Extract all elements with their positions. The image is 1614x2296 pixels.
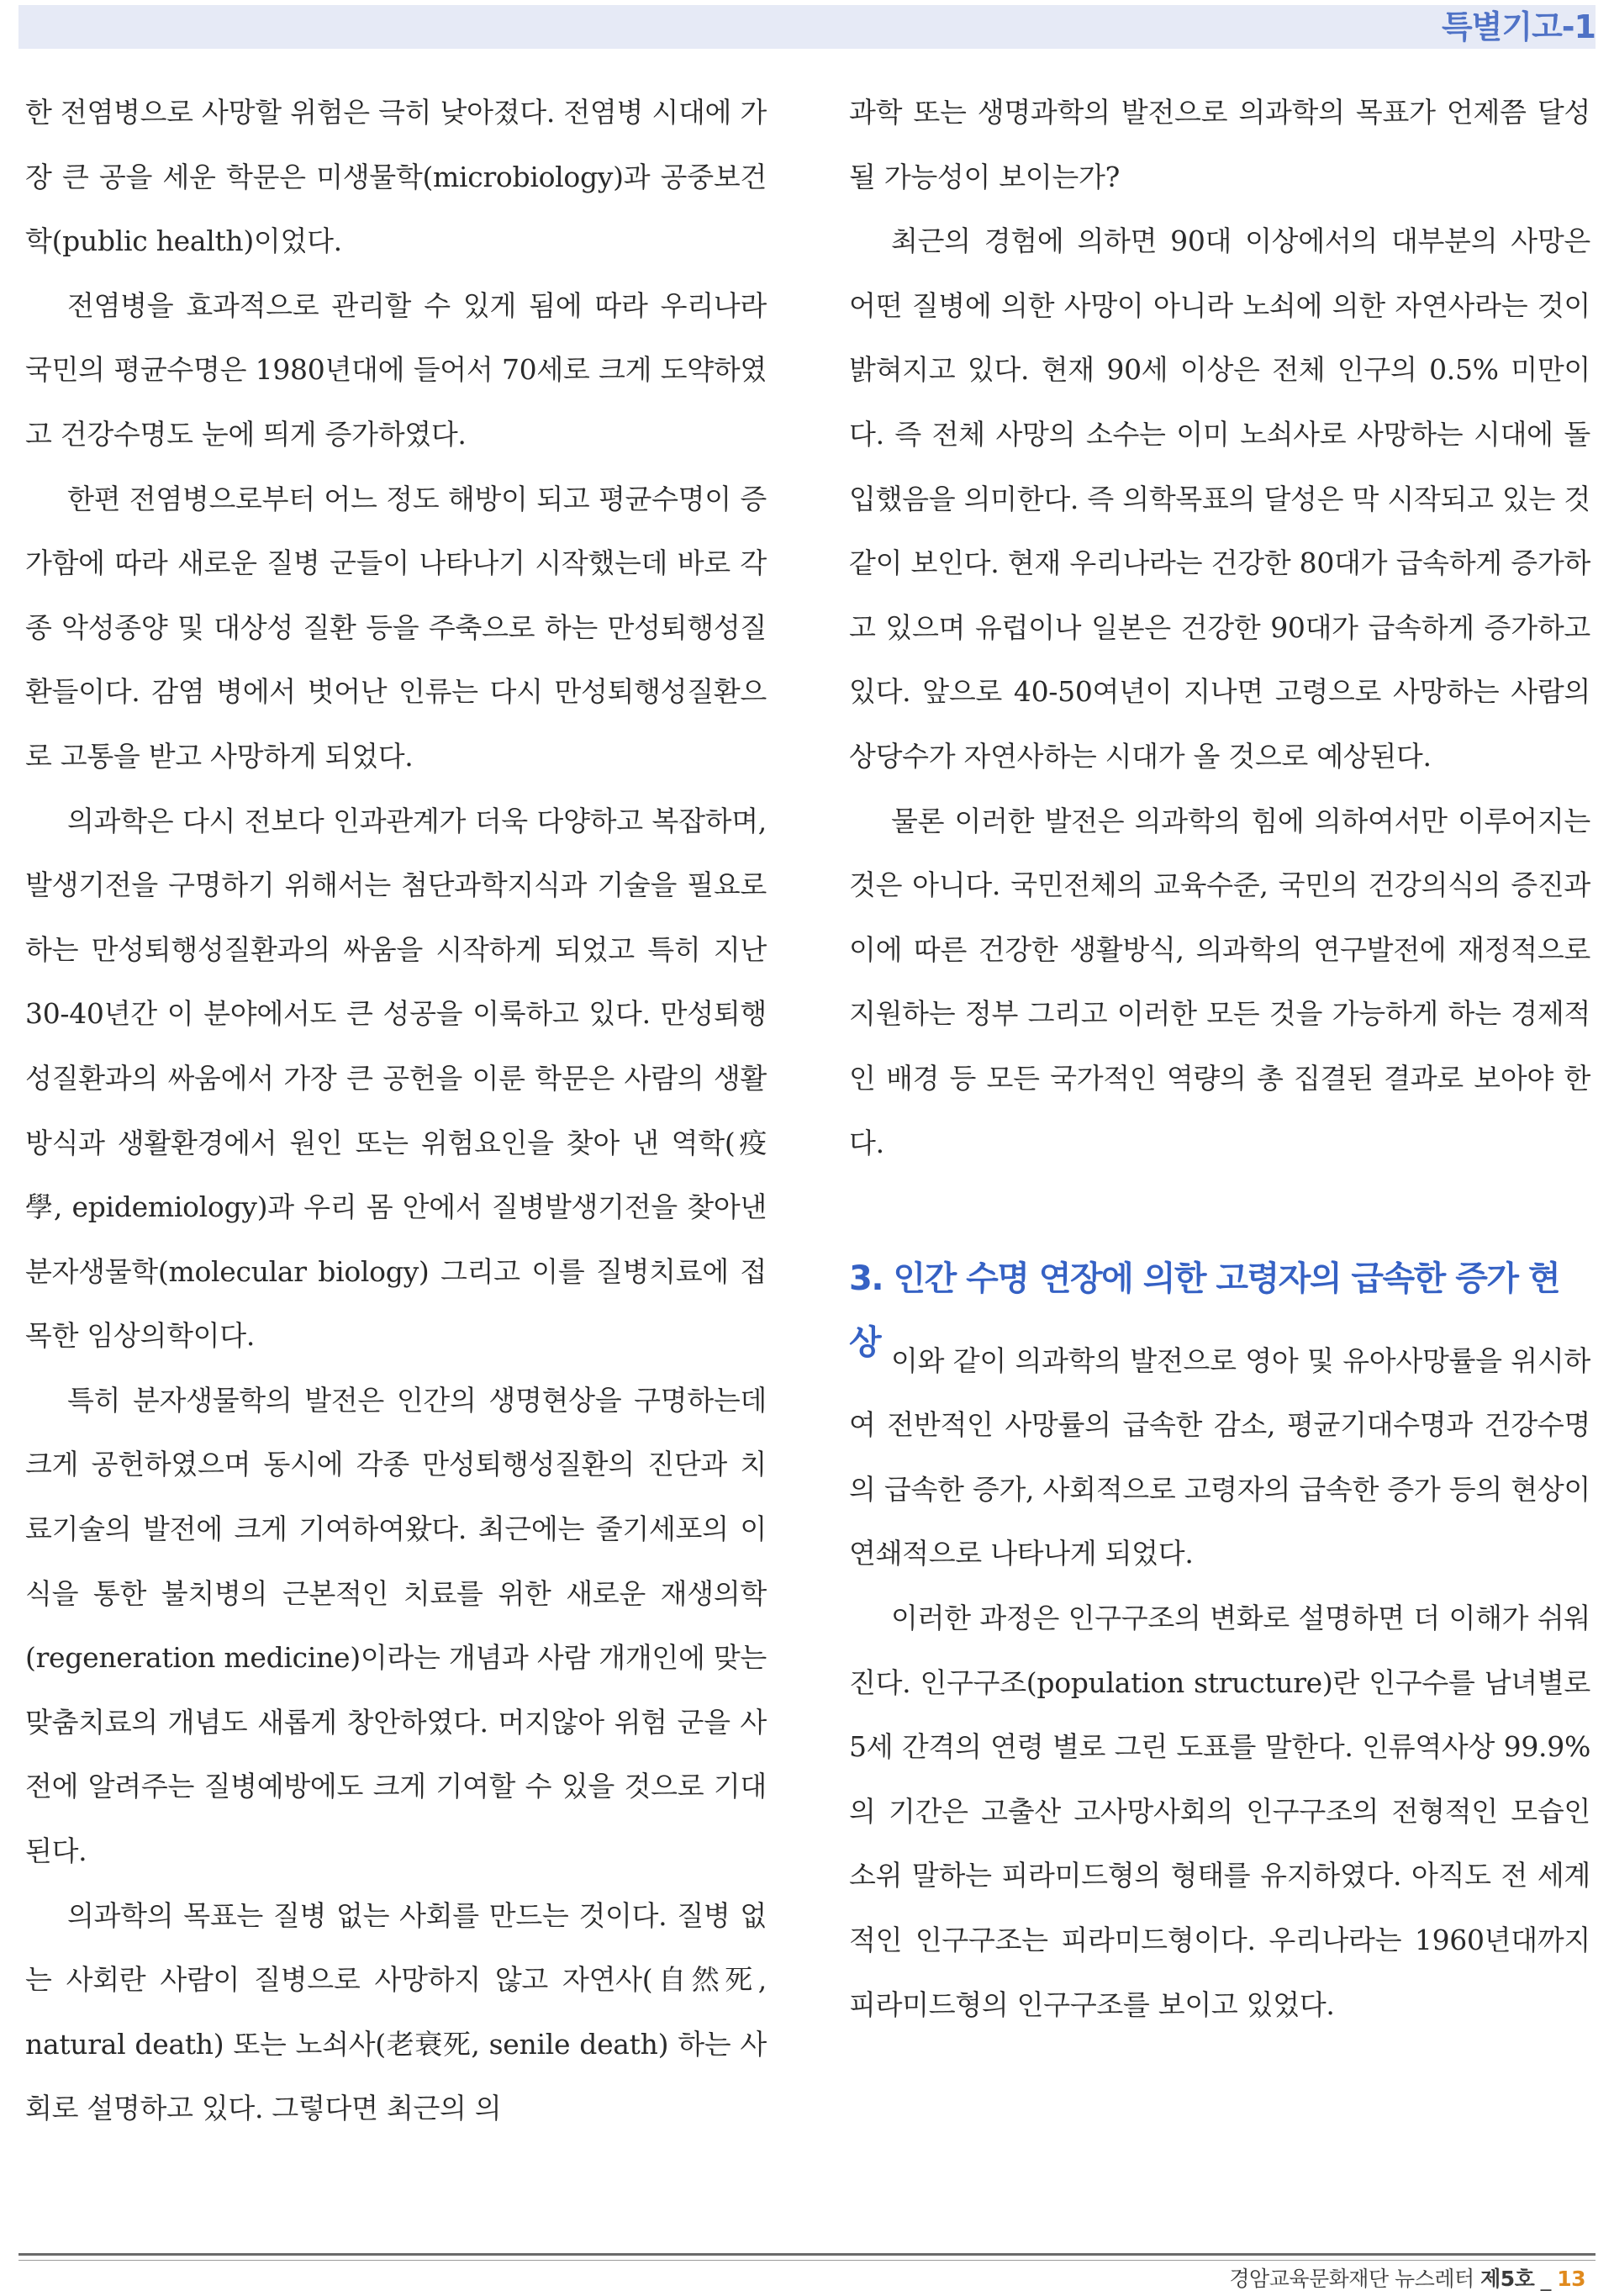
- section-tag: 특별기고-1: [1441, 8, 1596, 45]
- body-paragraph: 과학 또는 생명과학의 발전으로 의과학의 목표가 언제쯤 달성될 가능성이 보이는가?: [849, 96, 1590, 193]
- section-spacer: [849, 1175, 1590, 1240]
- header-bar: [18, 5, 1596, 49]
- body-paragraph: 최근의 경험에 의하면 90대 이상에서의 대부분의 사망은 어떤 질병에 의한 사망이 아니라 노쇠에 의한 자연사라는 것이 밝혀지고 있다. 현재 90세 이상은 전체 인구의 0.5% 미만이다. 즉 전체 사망의 소수는 이미 노쇠사로 사망하는 시대에 돌입했음을 의미한다. 즉 의학목표의 달성은 막 시작되고 있는 것 같이 보인다. 현재 우리나라는 건강한 80대가 급속하게 증가하고 있으며 유럽이나 일본은 건강한 90대가 급속하게 증가하고 있다. 앞으로 40-50여년이 지나면 고령으로 사망하는 사람의 상당수가 자연사하는 시대가 올 것으로 예상된다.: [849, 224, 1590, 773]
- right-column: [849, 81, 1590, 2037]
- page-footer: [1229, 2263, 1585, 2295]
- body-paragraph: 한 전염병으로 사망할 위험은 극히 낮아졌다. 전염병 시대에 가장 큰 공을 세운 학문은 미생물학(microbiology)과 공중보건학(public health)이었다.: [25, 96, 767, 258]
- page-number: 13: [1557, 2267, 1585, 2291]
- footer-separator: _: [1540, 2267, 1551, 2291]
- publication-name: 경암교육문화재단 뉴스레터: [1229, 2267, 1474, 2291]
- body-paragraph: 의과학의 목표는 질병 없는 사회를 만드는 것이다. 질병 없는 사회란 사람이 질병으로 사망하지 않고 자연사(自然死, natural death) 또는 노쇠사(老衰死, senile death) 하는 사회로 설명하고 있다. 그렇다면 최근의 의: [25, 1898, 767, 2125]
- body-paragraph: 이와 같이 의과학의 발전으로 영아 및 유아사망률을 위시하여 전반적인 사망률의 급속한 감소, 평균기대수명과 건강수명의 급속한 증가, 사회적으로 고령자의 급속한 증가 등의 현상이 연쇄적으로 나타나게 되었다.: [849, 1343, 1590, 1570]
- issue-number: 제5호: [1480, 2267, 1535, 2291]
- body-paragraph: 전염병을 효과적으로 관리할 수 있게 됨에 따라 우리나라 국민의 평균수명은 1980년대에 들어서 70세로 크게 도약하였고 건강수명도 눈에 띄게 증가하였다.: [25, 288, 767, 451]
- body-paragraph: 이러한 과정은 인구구조의 변화로 설명하면 더 이해가 쉬워진다. 인구구조(population structure)란 인구수를 남녀별로 5세 간격의 연령 별로 그린 도표를 말한다. 인류역사상 99.9%의 기간은 고출산 고사망사회의 인구구조의 전형적인 모습인 소위 말하는 피라미드형의 형태를 유지하였다. 아직도 전 세계적인 인구구조는 피라미드형이다. 우리나라는 1960년대까지 피라미드형의 인구구조를 보이고 있었다.: [849, 1602, 1590, 2021]
- body-paragraph: 특히 분자생물학의 발전은 인간의 생명현상을 구명하는데 크게 공헌하였으며 동시에 각종 만성퇴행성질환의 진단과 치료기술의 발전에 크게 기여하여왔다. 최근에는 줄기세포의 이식을 통한 불치병의 근본적인 치료를 위한 새로운 재생의학(regeneration medicine)이라는 개념과 사람 개개인에 맞는 맞춤치료의 개념도 새롭게 창안하였다. 머지않아 위험 군을 사전에 알려주는 질병예방에도 크게 기여할 수 있을 것으로 기대된다.: [25, 1383, 767, 1868]
- body-paragraph: 물론 이러한 발전은 의과학의 힘에 의하여서만 이루어지는 것은 아니다. 국민전체의 교육수준, 국민의 건강의식의 증진과 이에 따른 건강한 생활방식, 의과학의 연구발전에 재정적으로 지원하는 정부 그리고 이러한 모든 것을 가능하게 하는 경제적인 배경 등 모든 국가적인 역량의 총 집결된 결과로 보아야 한다.: [849, 804, 1590, 1159]
- footer-rule: [18, 2253, 1596, 2256]
- body-paragraph: 의과학은 다시 전보다 인과관계가 더욱 다양하고 복잡하며, 발생기전을 구명하기 위해서는 첨단과학지식과 기술을 필요로 하는 만성퇴행성질환과의 싸움을 시작하게 되었고 특히 지난 30-40년간 이 분야에서도 큰 성공을 이룩하고 있다. 만성퇴행성질환과의 싸움에서 가장 큰 공헌을 이룬 학문은 사람의 생활방식과 생활환경에서 원인 또는 위험요인을 찾아 낸 역학(疫學, epidemiology)과 우리 몸 안에서 질병발생기전을 찾아낸 분자생물학(molecular biology) 그리고 이를 질병치료에 접목한 임상의학이다.: [25, 804, 767, 1353]
- left-column: [25, 81, 767, 2141]
- footer-rule: [18, 2260, 1596, 2261]
- body-paragraph: 한편 전염병으로부터 어느 정도 해방이 되고 평균수명이 증가함에 따라 새로운 질병 군들이 나타나기 시작했는데 바로 각종 악성종양 및 대상성 질환 등을 주축으로 하는 만성퇴행성질환들이다. 감염 병에서 벗어난 인류는 다시 만성퇴행성질환으로 고통을 받고 사망하게 되었다.: [25, 482, 767, 773]
- section-heading: 3. 인간 수명 연장에 의한 고령자의 급속한 증가 현상: [849, 1259, 1560, 1362]
